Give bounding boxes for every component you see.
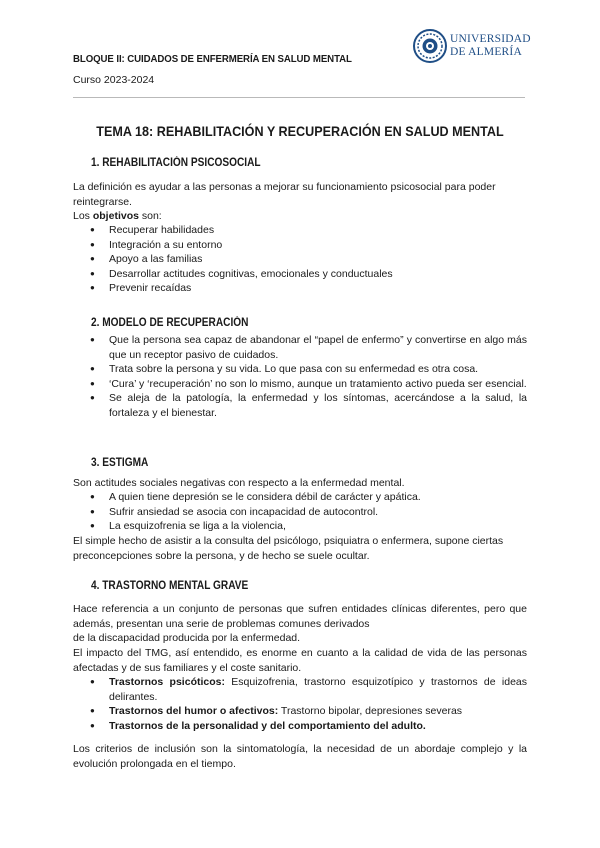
logo-line-1: UNIVERSIDAD (450, 33, 531, 45)
list-item: ● Prevenir recaídas (90, 282, 192, 294)
list-item: ● Desarrollar actitudes cognitivas, emocionales y conductuales (90, 267, 393, 280)
list-item: ● ‘Cura’ y ‘recuperación’ no son lo mismo, aunque un tratamiento activo pueda ser esencial. (90, 377, 527, 390)
list-item-text: ‘Cura’ y ‘recuperación’ no son lo mismo, aunque un tratamiento activo pueda ser esencial. (109, 377, 527, 390)
header-title: BLOQUE II: CUIDADOS DE ENFERMERÍA EN SALUD MENTAL (73, 53, 352, 65)
header-divider (73, 97, 525, 98)
list-item-text: Se aleja de la patología, la enfermedad y los síntomas, acercándose a la salud, la fortaleza y el bienestar. (109, 392, 527, 419)
university-logo (412, 28, 531, 68)
list-item: ● A quien tiene depresión se le considera débil de carácter y apática. (90, 491, 421, 503)
list-item: ● Trastornos de la personalidad y del comportamiento del adulto. (90, 719, 426, 732)
list-item-text: A quien tiene depresión se le considera débil de carácter y apática. (109, 491, 421, 503)
list-item-text: Recuperar habilidades (109, 224, 215, 236)
section-1-objectives-intro (73, 209, 527, 224)
list-item: ● Sufrir ansiedad se asocia con incapacidad de autocontrol. (90, 505, 379, 518)
section-3-paragraph: El simple hecho de asistir a la consulta del psicólogo, psiquiatra o enfermera, supone ciertas preconcepciones sobre la persona, y de hecho se suele ocultar. (73, 535, 504, 562)
section-1-definition: La definición es ayudar a las personas a mejorar su funcionamiento psicosocial para poder reintegrarse. (73, 181, 496, 208)
list-item: ● Trastornos del humor o afectivos: Trastorno bipolar, depresiones severas (90, 705, 463, 717)
list-item-text: Apoyo a las familias (109, 253, 203, 265)
list-item-text: Prevenir recaídas (109, 282, 192, 294)
section-4-paragraph-3: Los criterios de inclusión son la sintomatología, la necesidad de un abordaje complejo y la evolución prolongada en el tiempo. (73, 743, 527, 770)
list-item-text: Que la persona sea capaz de abandonar el “papel de enfermo” y convertirse en algo más que un receptor pasivo de cuidados. (109, 334, 527, 361)
section-1-heading: 1. REHABILITACIÓN PSICOSOCIAL (91, 157, 261, 169)
section-3-list (73, 490, 527, 534)
section-2-heading: 2. MODELO DE RECUPERACIÓN (91, 317, 249, 329)
list-item: ● Trata sobre la persona y su vida. Lo que pasa con su enfermedad es otra cosa. (90, 363, 479, 375)
objectives-prefix: Los (73, 210, 93, 222)
list-item: ● Trastornos psicóticos: Esquizofrenia, trastorno esquizotípico y trastornos de ideas delirantes. (90, 676, 527, 703)
list-item: ● Apoyo a las familias (90, 253, 203, 265)
list-item: ● Se aleja de la patología, la enfermedad y los síntomas, acercándose a la salud, la fortaleza y el bienestar. (90, 392, 527, 419)
list-item-text: La esquizofrenia se liga a la violencia, (109, 520, 286, 532)
list-item-text: Sufrir ansiedad se asocia con incapacidad de autocontrol. (109, 505, 379, 518)
section-4-paragraph-2: El impacto del TMG, así entendido, es enorme en cuanto a la calidad de vida de las personas afectadas y de sus familiares y el coste sanitario. (73, 647, 527, 674)
section-1-objectives-list (73, 223, 527, 296)
logo-line-2: DE ALMERÍA (450, 46, 522, 58)
list-item-text: Integración a su entorno (109, 238, 223, 251)
logo-text (450, 33, 531, 59)
list-item-bold: Trastornos del humor o afectivos: (109, 705, 279, 717)
list-item-bold: Trastornos de la personalidad y del comportamiento del adulto. (109, 719, 426, 732)
list-item: ● Que la persona sea capaz de abandonar el “papel de enfermo” y convertirse en algo más que un receptor pasivo de cuidados. (90, 334, 527, 361)
section-4-heading: 4. TRASTORNO MENTAL GRAVE (91, 580, 249, 592)
university-seal-icon (412, 28, 448, 64)
section-2-list (73, 333, 527, 420)
list-item-text: Trastorno bipolar, depresiones severas (278, 705, 463, 717)
list-item-text: Trata sobre la persona y su vida. Lo que pasa con su enfermedad es otra cosa. (109, 363, 479, 375)
list-item-bold: Trastornos psicóticos: (109, 676, 225, 688)
list-item-text: Esquizofrenia, trastorno esquizotípico y trastornos de ideas delirantes. (109, 676, 527, 703)
section-3-definition: Son actitudes sociales negativas con respecto a la enfermedad mental. (73, 477, 405, 489)
section-4-list (73, 675, 527, 733)
list-item: ● Recuperar habilidades (90, 224, 215, 236)
page-title: TEMA 18: REHABILITACIÓN Y RECUPERACIÓN EN SALUD MENTAL (96, 123, 504, 139)
objectives-suffix: son: (138, 210, 162, 222)
objectives-bold: objetivos (92, 210, 139, 222)
section-3-heading: 3. ESTIGMA (91, 457, 149, 469)
header-course: Curso 2023-2024 (73, 74, 155, 86)
list-item-text: Desarrollar actitudes cognitivas, emocionales y conductuales (109, 267, 393, 280)
list-item: ● Integración a su entorno (90, 238, 223, 251)
section-4-paragraph-1: Hace referencia a un conjunto de personas que sufren entidades clínicas diferentes, pero que además, presentan una serie de problemas comunes derivados (73, 603, 527, 630)
list-item: ● La esquizofrenia se liga a la violencia, (90, 520, 286, 532)
section-4-paragraph-1-end: de la discapacidad producida por la enfermedad. (73, 632, 301, 644)
